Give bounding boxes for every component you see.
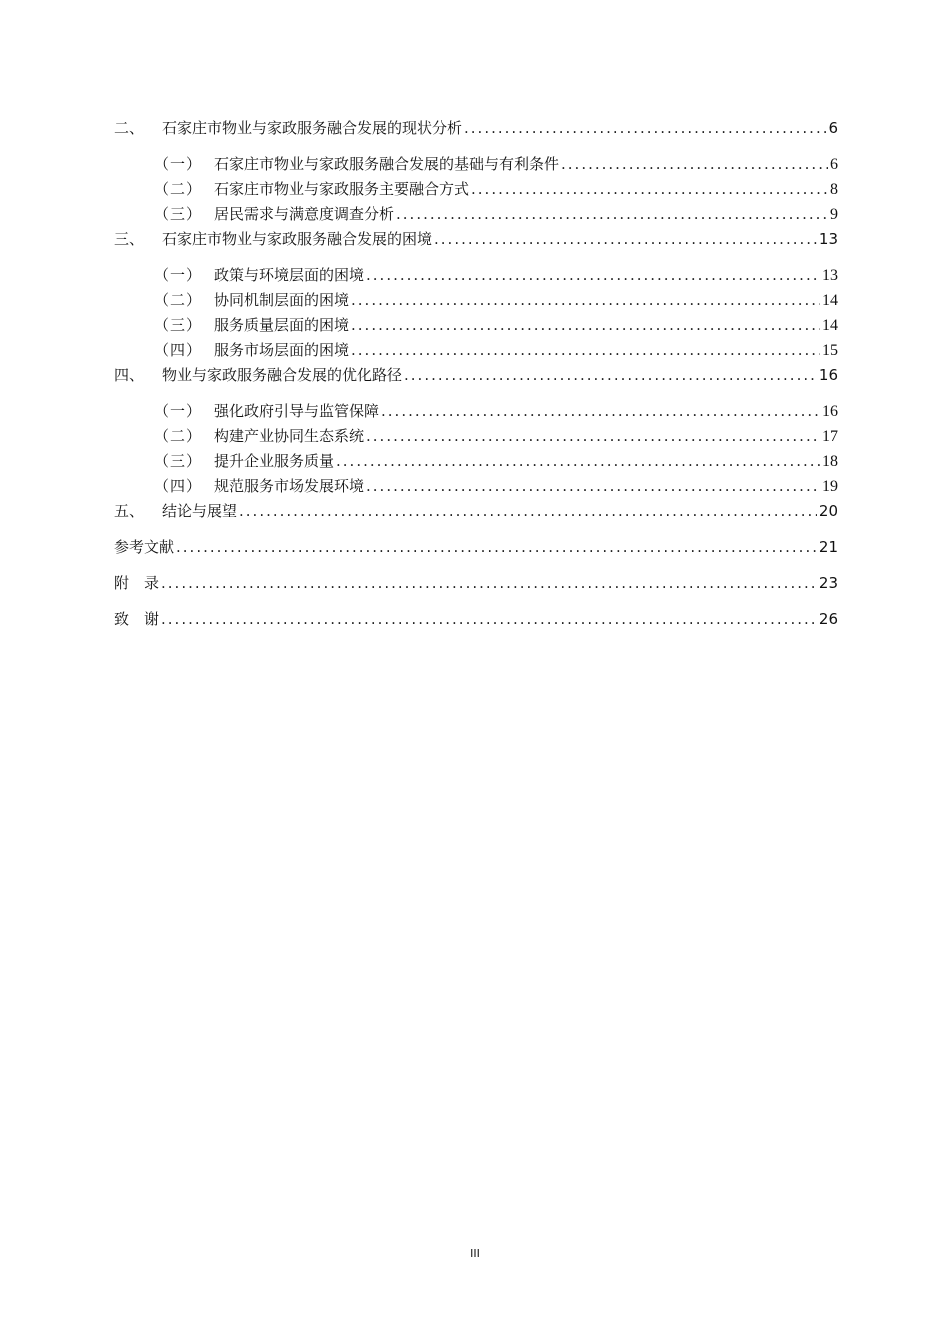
toc-entry-page: 8 bbox=[830, 181, 838, 198]
toc-entry-title: 附 录 bbox=[114, 574, 160, 592]
dot-leader bbox=[161, 607, 817, 632]
toc-entry-chapter-2[interactable] bbox=[114, 116, 838, 141]
dot-leader bbox=[239, 499, 817, 524]
dot-leader bbox=[381, 399, 820, 424]
toc-entry-section-3-4[interactable] bbox=[114, 338, 838, 363]
toc-entry-title: 提升企业服务质量 bbox=[214, 452, 335, 470]
toc-entry-title: 致 谢 bbox=[114, 610, 160, 628]
dot-leader bbox=[351, 288, 820, 313]
toc-entry-section-2-3[interactable] bbox=[114, 202, 838, 227]
toc-entry-title: 石家庄市物业与家政服务融合发展的基础与有利条件 bbox=[214, 155, 560, 173]
toc-entry-page: 18 bbox=[822, 453, 838, 470]
dot-leader bbox=[561, 152, 828, 177]
toc-entry-page: 6 bbox=[828, 119, 838, 137]
toc-entry-page: 14 bbox=[822, 317, 838, 334]
toc-entry-section-4-3[interactable] bbox=[114, 449, 838, 474]
toc-entry-number: （二） bbox=[154, 427, 203, 445]
toc-entry-appendix[interactable] bbox=[114, 571, 838, 596]
toc-entry-page: 9 bbox=[830, 206, 838, 223]
toc-entry-page: 14 bbox=[822, 292, 838, 309]
toc-entry-page: 20 bbox=[818, 502, 838, 520]
toc-entry-number: （二） bbox=[154, 180, 203, 198]
toc-entry-title: 参考文献 bbox=[114, 538, 175, 556]
toc-entry-title: 结论与展望 bbox=[162, 502, 238, 520]
toc-entry-title: 居民需求与满意度调查分析 bbox=[214, 205, 395, 223]
toc-entry-number: （一） bbox=[154, 266, 203, 284]
toc-entry-number: （四） bbox=[154, 477, 203, 495]
toc-entry-section-4-1[interactable] bbox=[114, 399, 838, 424]
toc-entry-section-3-3[interactable] bbox=[114, 313, 838, 338]
toc-entry-section-3-1[interactable] bbox=[114, 263, 838, 288]
dot-leader bbox=[336, 449, 820, 474]
dot-leader bbox=[176, 535, 817, 560]
toc-entry-page: 23 bbox=[818, 574, 838, 592]
dot-leader bbox=[471, 177, 828, 202]
toc-entry-section-2-1[interactable] bbox=[114, 152, 838, 177]
toc-entry-section-4-2[interactable] bbox=[114, 424, 838, 449]
toc-entry-number: （二） bbox=[154, 291, 203, 309]
toc-entry-title: 构建产业协同生态系统 bbox=[214, 427, 365, 445]
toc-entry-number: （三） bbox=[154, 316, 203, 334]
toc-entry-page: 17 bbox=[822, 428, 838, 445]
toc-entry-chapter-5[interactable] bbox=[114, 499, 838, 524]
toc-entry-title: 石家庄市物业与家政服务融合发展的困境 bbox=[162, 230, 433, 248]
toc-entry-page: 26 bbox=[818, 610, 838, 628]
toc-entry-page: 21 bbox=[818, 538, 838, 556]
dot-leader bbox=[351, 313, 820, 338]
toc-entry-title: 物业与家政服务融合发展的优化路径 bbox=[162, 366, 403, 384]
toc-entry-page: 16 bbox=[818, 366, 838, 384]
dot-leader bbox=[464, 116, 826, 141]
toc-entry-title: 服务市场层面的困境 bbox=[214, 341, 350, 359]
toc-entry-page: 13 bbox=[822, 267, 838, 284]
toc-entry-number: （四） bbox=[154, 341, 203, 359]
toc-entry-title: 协同机制层面的困境 bbox=[214, 291, 350, 309]
toc-entry-title: 政策与环境层面的困境 bbox=[214, 266, 365, 284]
toc-entry-references[interactable] bbox=[114, 535, 838, 560]
toc-entry-number: （三） bbox=[154, 205, 203, 223]
dot-leader bbox=[366, 424, 820, 449]
toc-entry-chapter-3[interactable] bbox=[114, 227, 838, 252]
toc-entry-title: 服务质量层面的困境 bbox=[214, 316, 350, 334]
dot-leader bbox=[366, 474, 820, 499]
toc-entry-title: 规范服务市场发展环境 bbox=[214, 477, 365, 495]
toc-entry-title: 石家庄市物业与家政服务主要融合方式 bbox=[214, 180, 470, 198]
dot-leader bbox=[404, 363, 817, 388]
toc-entry-chapter-4[interactable] bbox=[114, 363, 838, 388]
toc-entry-number: 四、 bbox=[114, 366, 145, 384]
dot-leader bbox=[161, 571, 817, 596]
toc-entry-page: 16 bbox=[822, 403, 838, 420]
toc-entry-page: 19 bbox=[822, 478, 838, 495]
toc-entry-acknowledgements[interactable] bbox=[114, 607, 838, 632]
toc-entry-number: 五、 bbox=[114, 502, 145, 520]
toc-entry-page: 6 bbox=[830, 156, 838, 173]
toc-entry-page: 15 bbox=[822, 342, 838, 359]
dot-leader bbox=[351, 338, 820, 363]
page-number-footer: III bbox=[470, 1247, 480, 1260]
toc-entry-section-4-4[interactable] bbox=[114, 474, 838, 499]
dot-leader bbox=[396, 202, 828, 227]
toc-entry-title: 石家庄市物业与家政服务融合发展的现状分析 bbox=[162, 119, 463, 137]
toc-entry-title: 强化政府引导与监管保障 bbox=[214, 402, 380, 420]
toc-entry-section-2-2[interactable] bbox=[114, 177, 838, 202]
toc-entry-number: 二、 bbox=[114, 119, 145, 137]
table-of-contents bbox=[114, 116, 838, 632]
dot-leader bbox=[434, 227, 817, 252]
toc-entry-number: （一） bbox=[154, 402, 203, 420]
dot-leader bbox=[366, 263, 820, 288]
toc-entry-number: （一） bbox=[154, 155, 203, 173]
toc-entry-number: 三、 bbox=[114, 230, 145, 248]
toc-entry-page: 13 bbox=[818, 230, 838, 248]
toc-entry-section-3-2[interactable] bbox=[114, 288, 838, 313]
toc-entry-number: （三） bbox=[154, 452, 203, 470]
